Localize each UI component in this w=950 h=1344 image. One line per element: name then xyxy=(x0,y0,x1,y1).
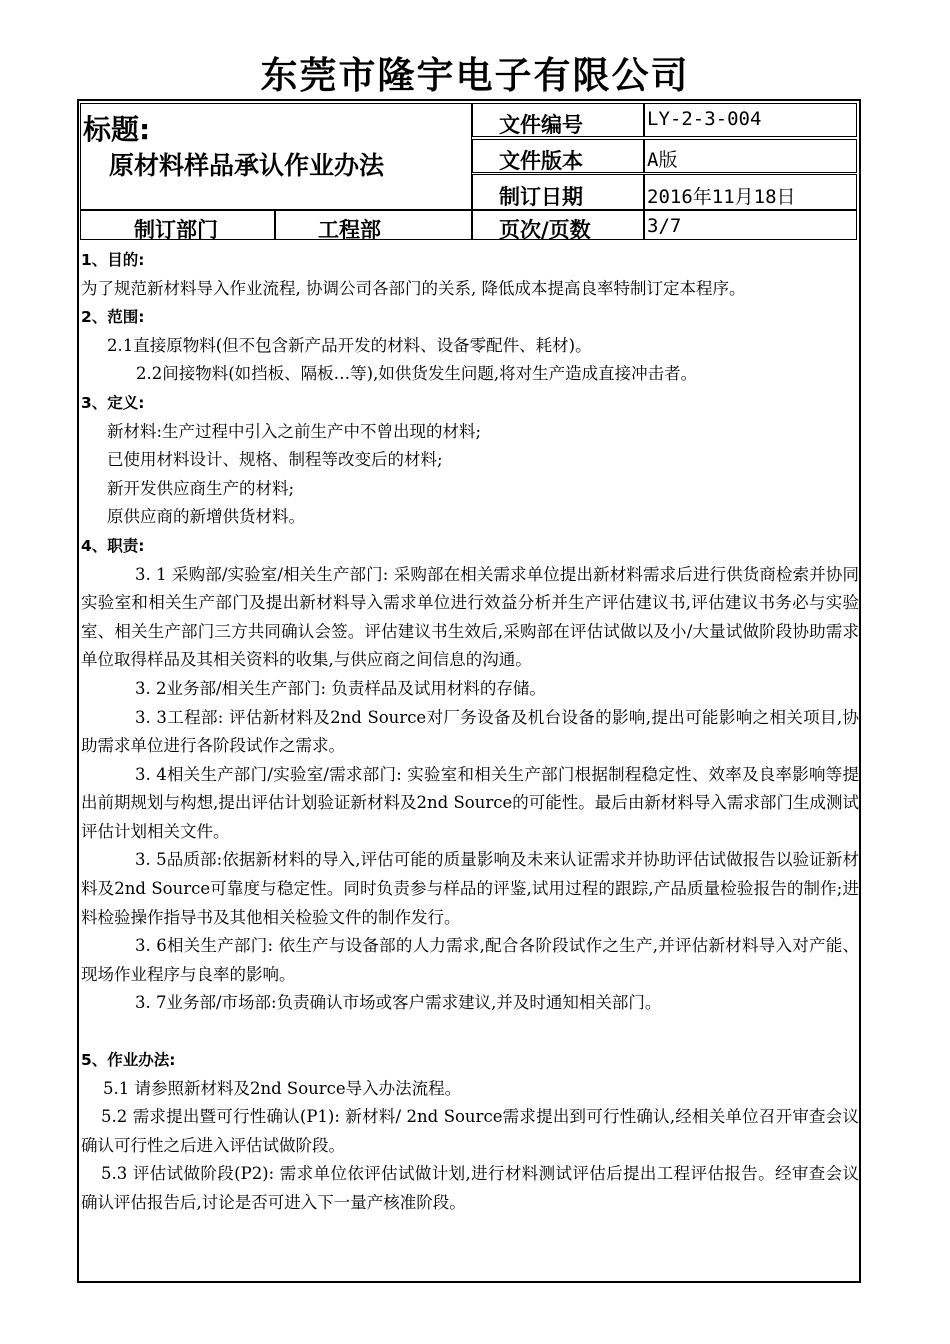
section-purpose-text: 为了规范新材料导入作业流程, 协调公司各部门的关系, 降低成本提高良率特制订定本程序。 xyxy=(81,278,746,298)
definition-item: 新材料:生产过程中引入之前生产中不曾出现的材料; xyxy=(107,421,482,441)
title-label: 标题: xyxy=(83,113,151,146)
doc-no-label: 文件编号 xyxy=(472,103,644,137)
document-body xyxy=(81,246,859,1218)
duty-item: 3. 4相关生产部门/实验室/需求部门: 实验室和相关生产部门根据制程稳定性、效率及良率影响等提出前期规划与构想,提出评估计划验证新材料及2nd Source的可能性。最后由新材料导入需求部门生成测试评估计划相关文件。 xyxy=(81,764,859,841)
section-duties-title: 4、职责: xyxy=(81,536,145,555)
duty-item: 3. 5品质部:依据新材料的导入,评估可能的质量影响及未来认证需求并协助评估试做报告以验证新材料及2nd Source可靠度与稳定性。同时负责参与样品的评鉴,试用过程的跟踪,产品质量检验报告的制作;进料检验操作指导书及其他相关检验文件的制作发行。 xyxy=(81,850,859,927)
doc-no-value: LY-2-3-004 xyxy=(644,103,857,137)
duty-item: 3. 3工程部: 评估新材料及2nd Source对厂务设备及机台设备的影响,提出可能影响之相关项目,协助需求单位进行各阶段试作之需求。 xyxy=(81,707,859,756)
company-name: 东莞市隆宇电子有限公司 xyxy=(260,54,690,97)
definition-item: 已使用材料设计、规格、制程等改变后的材料; xyxy=(107,450,443,470)
duty-item: 3. 2业务部/相关生产部门: 负责样品及试用材料的存储。 xyxy=(135,678,546,698)
procedure-item: 5.3 评估试做阶段(P2): 需求单位依评估试做计划,进行材料测试评估后提出工程评估报告。经审查会议确认评估报告后,讨论是否可进入下一量产核准阶段。 xyxy=(81,1164,859,1212)
date-value: 2016年11月18日 xyxy=(644,174,857,210)
page-label: 页次/页数 xyxy=(472,210,644,240)
title-cell xyxy=(80,103,472,210)
procedure-item: 5.1 请参照新材料及2nd Source导入办法流程。 xyxy=(103,1078,462,1098)
spacer xyxy=(81,1018,859,1046)
dept-label: 制订部门 xyxy=(80,210,275,240)
section-scope-title: 2、范围: xyxy=(81,308,145,327)
document-title: 原材料样品承认作业办法 xyxy=(109,151,385,180)
page-value: 3/7 xyxy=(644,210,857,240)
duty-item: 3. 7业务部/市场部:负责确认市场或客户需求建议,并及时通知相关部门。 xyxy=(135,993,662,1013)
version-value: A版 xyxy=(644,139,857,173)
dept-value: 工程部 xyxy=(275,210,472,240)
section-purpose-title: 1、目的: xyxy=(81,251,145,269)
duty-item: 3. 6相关生产部门: 依生产与设备部的人力需求,配合各阶段试作之生产,并评估新材料导入对产能、现场作业程序与良率的影响。 xyxy=(81,936,859,984)
definition-item: 原供应商的新增供货材料。 xyxy=(107,507,305,527)
procedure-item: 5.2 需求提出暨可行性确认(P1): 新材料/ 2nd Source需求提出到可行性确认,经相关单位召开审查会议确认可行性之后进入评估试做阶段。 xyxy=(81,1107,859,1155)
definition-item: 新开发供应商生产的材料; xyxy=(107,478,295,498)
version-label: 文件版本 xyxy=(472,139,644,173)
scope-item: 2.2间接物料(如挡板、隔板…等),如供货发生问题,将对生产造成直接冲击者。 xyxy=(136,364,698,384)
date-label: 制订日期 xyxy=(472,174,644,210)
section-definition-title: 3、定义: xyxy=(81,393,145,412)
duty-item: 3. 1 采购部/实验室/相关生产部门: 采购部在相关需求单位提出新材料需求后进行供货商检索并协同实验室和相关生产部门及提出新材料导入需求单位进行效益分析并生产评估建议书,评估建议书务必与实验室、相关生产部门三方共同确认会签。评估建议书生效后,采购部在评估试做以及小/大量试做阶段协助需求单位取得样品及其相关资料的收集,与供应商之间信息的沟通。 xyxy=(81,564,859,670)
section-procedure-title: 5、作业办法: xyxy=(81,1051,176,1070)
scope-item: 2.1直接原物料(但不包含新产品开发的材料、设备零配件、耗材)。 xyxy=(107,335,592,355)
